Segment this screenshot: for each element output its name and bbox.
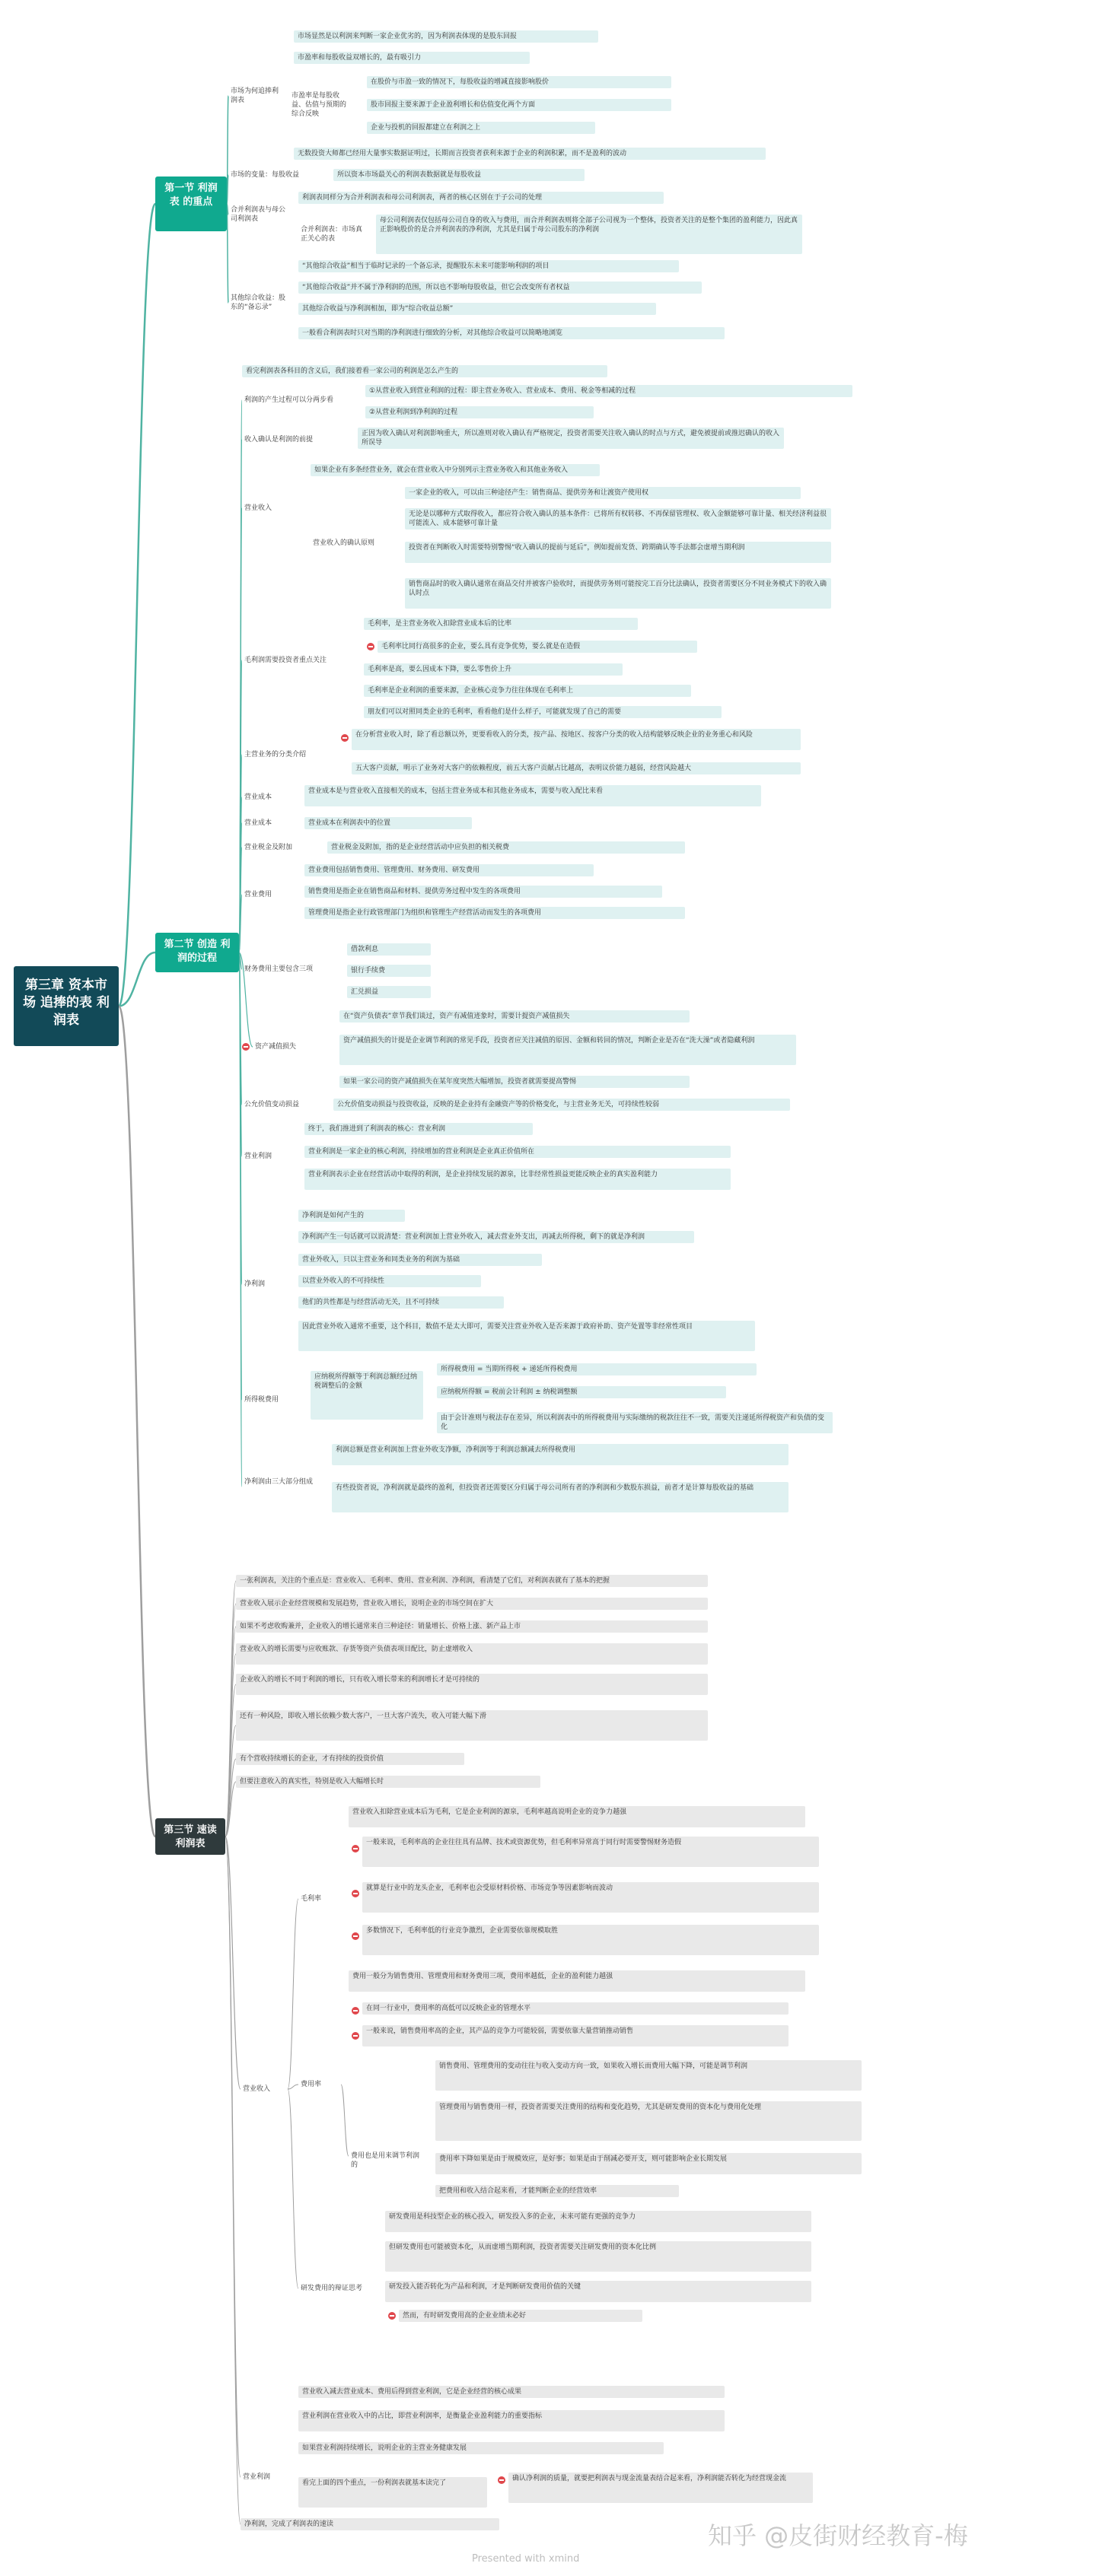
s2-leaf: 五大客户贡献，明示了业务对大客户的依赖程度，前五大客户贡献占比越高，表明议价能力越弱，经营风险越大 (352, 762, 801, 774)
s3-leaf: 费用率下降如果是由于规模效应，是好事；如果是由于削减必要开支，则可能影响企业长期发展 (435, 2153, 862, 2174)
s3-leaf: 看完上面的四个重点，一份利润表就基本读完了 (298, 2477, 487, 2508)
s3-leaf: 有个营收持续增长的企业，才有持续的投资价值 (236, 1753, 464, 1765)
section-1-node[interactable]: 第一节 利润表 的重点 (155, 177, 227, 231)
s3-sub-fee-high[interactable]: 费用也是用来调节利润的 (351, 2152, 420, 2169)
s2-leaf: 如果企业有多条经营业务，就会在营业收入中分别列示主营业务收入和其他业务收入 (311, 464, 600, 476)
s1-leaf: “其他综合收益”并不属于净利润的范围，所以也不影响每股收益，但它会改变所有者权益 (298, 281, 702, 294)
alert-icon (352, 2032, 359, 2040)
s3-leaf: 营业收入的增长需要与应收账款、存货等资产负债表项目配比，防止虚增收入 (236, 1643, 708, 1665)
s2-leaf: 借款利息 (347, 943, 431, 956)
s3-leaf: 研发投入能否转化为产品和利润，才是判断研发费用价值的关键 (385, 2281, 811, 2302)
s1-branch-oci[interactable]: 其他综合收益：股东的“备忘录” (231, 294, 286, 311)
s2-branch-op[interactable]: 营业利润 (244, 1153, 272, 1160)
s2-branch-cust[interactable]: 主营业务的分类介绍 (244, 751, 307, 758)
s3-leaf: 就算是行业中的龙头企业，毛利率也会受原材料价格、市场竞争等因素影响而波动 (362, 1882, 819, 1913)
s2-leaf: 有些投资者说，净利润就是最终的盈利，但投资者还需要区分归属于母公司所有者的净利润和少数股东损益，前者才是计算每股收益的基础 (332, 1482, 789, 1512)
alert-icon (352, 1932, 359, 1940)
s3-leaf: 在同一行业中，费用率的高低可以反映企业的管理水平 (362, 2002, 789, 2015)
s2-branch-npcomp[interactable]: 净利润由三大部分组成 (244, 1478, 314, 1486)
s2-leaf: 净利润是如何产生的 (298, 1210, 405, 1222)
s2-leaf: 无论是以哪种方式取得收入，都应符合收入确认的基本条件：已将所有权转移、不再保留管理权、收入金额能够可靠计量、相关经济利益很可能流入、成本能够可靠计量 (405, 508, 831, 530)
root-node[interactable]: 第三章 资本市场 追捧的表 利润表 (14, 966, 119, 1046)
s2-branch-gm[interactable]: 毛利润需要投资者重点关注 (244, 657, 327, 664)
alert-icon (388, 2312, 396, 2320)
s1-sub-pe[interactable]: 市盈率是每股收益、估值与预期的综合反映 (292, 92, 347, 118)
s2-leaf: 毛利率，是主营业务收入扣除营业成本后的比率 (364, 618, 638, 630)
s2-leaf: 投资者在判断收入时需要特别警惕“收入确认的提前与延后”，例如提前发货、跨期确认等手法都会虚增当期利润 (405, 542, 831, 563)
s3-sub-gm[interactable]: 毛利率 (301, 1895, 322, 1903)
s1-leaf: 母公司利润表仅包括母公司自身的收入与费用，而合并利润表则将全部子公司视为一个整体，投资者关注的是整个集团的盈利能力，因此真正影响股价的是合并利润表的净利润，尤其是归属于母公司股东的净利润 (376, 215, 802, 254)
s2-leaf: 营业费用包括销售费用、管理费用、财务费用、研发费用 (304, 864, 594, 876)
s3-branch-rev[interactable]: 营业收入 (243, 2085, 271, 2093)
s2-branch-cost[interactable]: 营业成本 (244, 793, 272, 801)
s2-leaf: 净利润产生一句话就可以说清楚：营业利润加上营业外收入，减去营业外支出，再减去所得税，剩下的就是净利润 (298, 1231, 694, 1243)
s2-leaf: 在分析营业收入时，除了看总额以外，更要看收入的分类，按产品、按地区、按客户分类的收入结构能够反映企业的业务重心和风险 (352, 729, 801, 750)
s2-leaf: 朋友们可以对照同类企业的毛利率，看看他们是什么样子，可能就发现了自己的需要 (364, 706, 722, 718)
s2-branch-gen[interactable]: 利润的产生过程可以分两步看 (244, 396, 334, 404)
s1-leaf: “其他综合收益”相当于临时记录的一个备忘录，提醒股东未来可能影响利润的项目 (298, 260, 679, 272)
zhihu-watermark: 知乎 @皮街财经教育-梅 (708, 2521, 968, 2550)
connector-line (119, 1007, 155, 1837)
s2-leaf: 营业成本在利润表中的位置 (304, 817, 472, 829)
s2-leaf: 汇兑损益 (347, 986, 431, 998)
s2-branch-fee[interactable]: 营业费用 (244, 891, 272, 898)
s3-leaf: 如果不考虑收购兼并，企业收入的增长通常来自三种途径：销量增长、价格上涨、新产品上市 (236, 1620, 708, 1633)
s1-sub-consolidated[interactable]: 合并利润表：市场真正关心的表 (301, 226, 363, 243)
s2-leaf: 由于会计准则与税法存在差异，所以利润表中的所得税费用与实际缴纳的税款往往不一致，需要关注递延所得税资产和负债的变化 (437, 1412, 833, 1433)
s1-leaf: 市场显然是以利润来判断一家企业优劣的，因为利润表体现的是股东回报 (294, 30, 598, 43)
s2-leaf: 在“资产负债表”章节我们谈过，资产有减值迹象时，需要计提资产减值损失 (339, 1010, 690, 1022)
s3-branch-op[interactable]: 营业利润 (243, 2473, 271, 2481)
s2-leaf: 营业利润表示企业在经营活动中取得的利润，是企业持续发展的源泉，比非经常性损益更能反映企业的真实盈利能力 (304, 1169, 731, 1190)
s3-leaf: 营业收入减去营业成本、费用后得到营业利润，它是企业经营的核心成果 (298, 2386, 725, 2398)
xmind-watermark: Presented with xmind (472, 2553, 580, 2565)
s3-leaf: 费用一般分为销售费用、管理费用和财务费用三项，费用率越低，企业的盈利能力越强 (349, 1970, 805, 1992)
s2-leaf: 管理费用是指企业行政管理部门为组织和管理生产经营活动而发生的各项费用 (304, 907, 685, 919)
s1-leaf: 利润表同样分为合并利润表和母公司利润表，两者的核心区别在于子公司的处理 (298, 192, 664, 204)
s3-leaf: 一般来说，销售费用率高的企业，其产品的竞争力可能较弱，需要依靠大量营销推动销售 (362, 2025, 789, 2046)
s1-leaf: 在股价与市盈一致的情况下，每股收益的增减直接影响股价 (367, 76, 671, 88)
alert-icon (341, 734, 349, 742)
section-3-node[interactable]: 第三节 速读利润表 (155, 1818, 225, 1855)
s3-leaf: 营业利润在营业收入中的占比，即营业利润率，是衡量企业盈利能力的重要指标 (298, 2410, 725, 2431)
s2-branch-prereq[interactable]: 收入确认是利润的前提 (244, 436, 314, 444)
s3-leaf: 一张利润表，关注的个重点是：营业收入、毛利率、费用、营业利润、净利润，看清楚了它们，对利润表就有了基本的把握 (236, 1575, 708, 1587)
s2-leaf: 一家企业的收入，可以由三种途径产生：销售商品、提供劳务和让渡资产使用权 (405, 487, 801, 499)
s2-leaf: 正因为收入确认对利润影响重大，所以准则对收入确认有严格规定，投资者需要关注收入确认的时点与方式，避免被提前或推迟确认的收入所误导 (358, 428, 784, 449)
s2-leaf: 以营业外收入的不可持续性 (298, 1275, 481, 1287)
s2-branch-impairment[interactable]: 资产减值损失 (255, 1043, 297, 1051)
s3-leaf: 管理费用与销售费用一样，投资者需要关注费用的结构和变化趋势，尤其是研发费用的资本化与费用化处理 (435, 2101, 862, 2141)
s2-leaf: 银行手续费 (347, 965, 431, 977)
s2-leaf: 营业外收入，只以主营业务和同类业务的利润为基础 (298, 1254, 542, 1266)
connector-line (288, 2089, 298, 2288)
s2-sub-rev-type[interactable]: 营业收入的确认原则 (313, 539, 375, 547)
s2-leaf: 因此营业外收入通常不重要，这个科目，数值不是太大即可，需要关注营业外收入是否来源于政府补助、资产处置等非经常性项目 (298, 1321, 755, 1351)
s2-leaf: 所得税费用 = 当期所得税 + 递延所得税费用 (437, 1363, 757, 1375)
s3-leaf: 然而，有时研发费用高的企业业绩未必好 (399, 2310, 642, 2322)
s2-leaf: 营业成本是与营业收入直接相关的成本，包括主营业务成本和其他业务成本，需要与收入配比来看 (304, 785, 761, 806)
s3-leaf: 如果营业利润持续增长，说明企业的主营业务健康发展 (298, 2442, 664, 2454)
s2-leaf: 看完利润表各科目的含义后，我们接着看一家公司的利润是怎么产生的 (242, 365, 607, 377)
alert-icon (367, 643, 374, 650)
s3-leaf: 研发费用是科技型企业的核心投入，研发投入多的企业，未来可能有更强的竞争力 (385, 2211, 811, 2232)
section-2-node[interactable]: 第二节 创造 利润的过程 (155, 933, 239, 972)
s2-leaf: 他们的共性都是与经营活动无关，且不可持续 (298, 1296, 504, 1309)
s3-leaf: 营业收入扣除营业成本后为毛利，它是企业利润的源泉，毛利率越高说明企业的竞争力越强 (349, 1806, 805, 1827)
s2-branch-itax[interactable]: 所得税费用 (244, 1396, 279, 1404)
s3-leaf: 多数情况下，毛利率低的行业竞争激烈，企业需要依靠规模取胜 (362, 1925, 819, 1955)
s2-leaf: 资产减值损失的计提是企业调节利润的常见手段，投资者应关注减值的原因、金额和转回的情况，判断企业是否在“洗大澡”或者隐藏利润 (339, 1035, 796, 1065)
s2-leaf: 营业利润是一家企业的核心利润，持续增加的营业利润是企业真正价值所在 (304, 1146, 731, 1158)
alert-icon (352, 1845, 359, 1852)
s1-leaf: 其他综合收益与净利润相加，即为“综合收益总额” (298, 303, 656, 315)
s1-branch-consolidated[interactable]: 合并利润表与母公司利润表 (231, 206, 286, 223)
s3-leaf: 但要注意收入的真实性，特别是收入大幅增长时 (236, 1776, 540, 1788)
s1-branch-eps[interactable]: 市场的变量：每股收益 (231, 171, 300, 179)
s3-leaf: 销售费用、管理费用的变动往往与收入变动方向一致，如果收入增长而费用大幅下降，可能是调节利润 (435, 2060, 862, 2091)
s3-leaf: 营业收入展示企业经营规模和发展趋势，营业收入增长，说明企业的市场空间在扩大 (236, 1598, 708, 1610)
s2-branch-fin[interactable]: 财务费用主要包含三项 (244, 965, 314, 973)
s2-leaf: 终于，我们推进到了利润表的核心：营业利润 (304, 1123, 533, 1135)
s2-branch-tax[interactable]: 营业税金及附加 (244, 844, 293, 851)
connector-line (119, 204, 155, 1007)
connector-line (225, 1837, 241, 2524)
s1-branch-why[interactable]: 市场为何追捧利润表 (231, 87, 279, 104)
s2-leaf: 毛利率是企业利润的重要来源，企业核心竞争力往往体现在毛利率上 (364, 685, 691, 697)
s2-branch-rev[interactable]: 营业收入 (244, 504, 272, 512)
s2-branch-fv[interactable]: 公允价值变动损益 (244, 1101, 300, 1108)
s3-leaf: 一般来说，毛利率高的企业往往具有品牌、技术或资源优势，但毛利率异常高于同行时需要警惕财务造假 (362, 1837, 819, 1867)
s3-leaf: 还有一种风险，即收入增长依赖少数大客户，一旦大客户流失，收入可能大幅下滑 (236, 1710, 708, 1741)
alert-icon (352, 1890, 359, 1897)
s2-branch-period[interactable]: 营业成本 (244, 819, 272, 827)
connector-line (341, 2085, 349, 2156)
connector-line (225, 1837, 241, 2089)
s2-branch-np[interactable]: 净利润 (244, 1280, 266, 1288)
s2-leaf: 公允价值变动损益与投资收益，反映的是企业持有金融资产等的价格变化，与主营业务无关，可持续性较弱 (333, 1099, 790, 1111)
s2-leaf: 应纳税所得额 = 税前会计利润 ± 纳税调整额 (437, 1386, 726, 1398)
s3-sub-rd[interactable]: 研发费用的辩证思考 (301, 2285, 363, 2292)
s1-leaf: 市盈率和每股收益双增长的，最有吸引力 (294, 52, 530, 64)
s2-leaf: ①从营业收入到营业利润的过程：即主营业务收入、营业成本、费用、税金等相减的过程 (365, 385, 852, 397)
s2-leaf: 应纳税所得额等于利润总额经过纳税调整后的金额 (311, 1371, 423, 1420)
alert-icon (352, 2007, 359, 2015)
s3-leaf: 净利润，完成了利润表的速读 (241, 2518, 499, 2530)
s2-leaf: 毛利率比同行高很多的企业，要么具有竞争优势，要么就是在造假 (378, 641, 697, 653)
s2-leaf: 销售费用是指企业在销售商品和材料、提供劳务过程中发生的各项费用 (304, 886, 662, 898)
s3-leaf: 确认净利润的质量，就要把利润表与现金流量表结合起来看，净利润能否转化为经营现金流 (508, 2473, 813, 2503)
s3-leaf: 但研发费用也可能被资本化，从而虚增当期利润，投资者需要关注研发费用的资本化比例 (385, 2241, 811, 2272)
connector-line (288, 2085, 298, 2089)
s1-leaf: 股市回报主要来源于企业盈利增长和估值变化两个方面 (367, 99, 671, 111)
s1-leaf: 一般看合利润表时只对当期的净利润进行细致的分析，对其他综合收益可以简略地浏览 (298, 327, 725, 339)
connector-line (288, 1899, 298, 2089)
s2-leaf: 利润总额是营业利润加上营业外收支净额，净利润等于利润总额减去所得税费用 (332, 1444, 789, 1465)
s1-leaf: 无数投资大师都已经用大量事实数据证明过，长期而言投资者获利来源于企业的利润积累，而不是盈利的波动 (294, 148, 766, 160)
s2-leaf: 营业税金及附加，指的是企业经营活动中应负担的相关税费 (327, 841, 685, 854)
s3-leaf: 把费用和收入结合起来看，才能判断企业的经营效率 (435, 2185, 679, 2197)
s2-leaf: 毛利率是高，要么因成本下降，要么零售价上升 (364, 663, 623, 676)
s3-sub-fee[interactable]: 费用率 (301, 2081, 322, 2088)
alert-icon (242, 1043, 250, 1051)
alert-icon (498, 2476, 505, 2484)
s1-leaf: 所以资本市场最关心的利润表数据就是每股收益 (333, 169, 585, 181)
s2-leaf: 如果一家公司的资产减值损失在某年度突然大幅增加，投资者就需要提高警惕 (339, 1076, 690, 1088)
s3-leaf: 企业收入的增长不同于利润的增长，只有收入增长带来的利润增长才是可持续的 (236, 1674, 708, 1695)
s1-leaf: 企业与投机的回报都建立在利润之上 (367, 122, 595, 134)
s2-leaf: ②从营业利润到净利润的过程 (365, 406, 594, 418)
s2-leaf: 销售商品时的收入确认通常在商品交付并被客户验收时，而提供劳务则可能按完工百分比法确认，投资者需要区分不同业务模式下的收入确认时点 (405, 578, 831, 609)
